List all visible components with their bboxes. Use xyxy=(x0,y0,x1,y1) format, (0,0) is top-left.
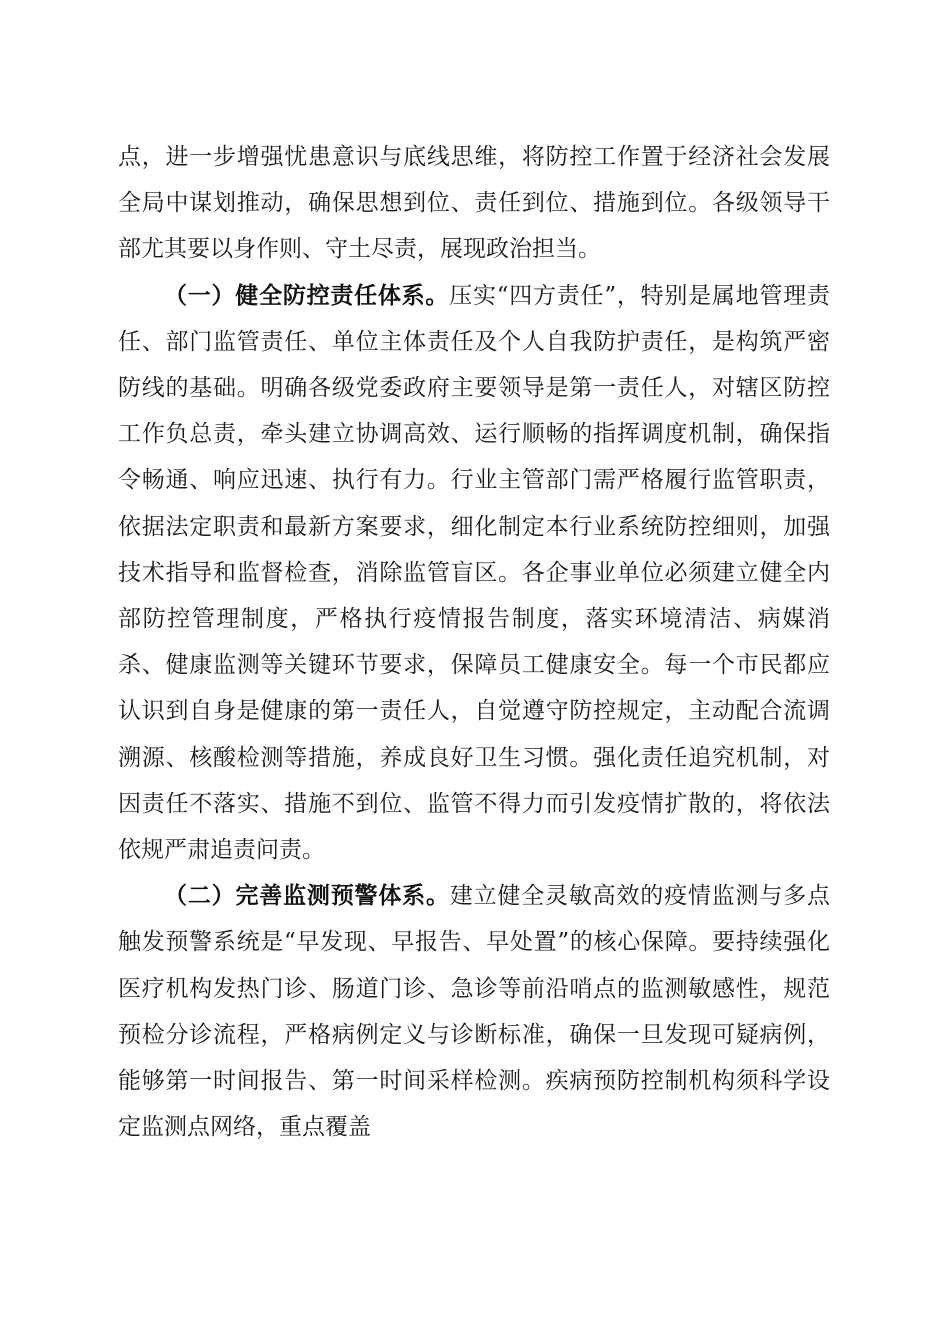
document-body xyxy=(118,134,830,1150)
paragraph-text: 压实“四方责任”，特别是属地管理责任、部门监管责任、单位主体责任及个人自我防护责任，是构筑严密防线的基础。明确各级党委政府主要领导是第一责任人，对辖区防控工作负总责，牵头建立协调高效、运行顺畅的指挥调度机制，确保指令畅通、响应迅速、执行有力。行业主管部门需严格履行监管职责，依据法定职责和最新方案要求，细化制定本行业系统防控细则，加强技术指导和监督检查，消除监管盲区。各企事业单位必须建立健全内部防控管理制度，严格执行疫情报告制度，落实环境清洁、病媒消杀、健康监测等关键环节要求，保障员工健康安全。每一个市民都应认识到自身是健康的第一责任人，自觉遵守防控规定，主动配合流调溯源、核酸检测等措施，养成良好卫生习惯。强化责任追究机制，对因责任不落实、措施不到位、监管不得力而引发疫情扩散的，将依法依规严肃追责问责。 xyxy=(118,282,830,864)
section-heading-responsibility: （一）健全防控责任体系。 xyxy=(164,282,450,309)
paragraph-continuation xyxy=(118,134,830,273)
section-heading-monitoring: （二）完善监测预警体系。 xyxy=(164,883,450,910)
paragraph-monitoring-system xyxy=(118,873,830,1150)
paragraph-text: 建立健全灵敏高效的疫情监测与多点触发预警系统是“早发现、早报告、早处置”的核心保障。要持续强化医疗机构发热门诊、肠道门诊、急诊等前沿哨点的监测敏感性，规范预检分诊流程，严格病例定义与诊断标准，确保一旦发现可疑病例，能够第一时间报告、第一时间采样检测。疾病预防控制机构须科学设定监测点网络，重点覆盖 xyxy=(118,883,831,1141)
paragraph-text: 点，进一步增强忧患意识与底线思维，将防控工作置于经济社会发展全局中谋划推动，确保思想到位、责任到位、措施到位。各级领导干部尤其要以身作则、守土尽责，展现政治担当。 xyxy=(118,144,830,263)
paragraph-responsibility-system xyxy=(118,273,830,874)
